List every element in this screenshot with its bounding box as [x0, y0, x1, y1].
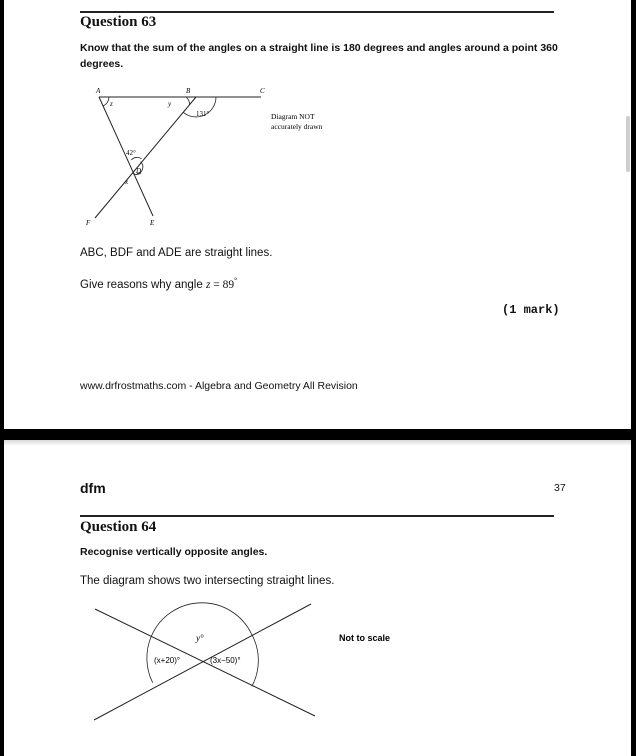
point-C-label: C	[260, 87, 265, 95]
angle-arc-y	[151, 603, 251, 637]
angle-arc-42	[131, 157, 141, 160]
angle-arc-right	[252, 634, 259, 686]
dfm-logo: dfm	[80, 480, 106, 496]
page-footer: www.drfrostmaths.com - Algebra and Geometry All Revision	[80, 380, 358, 392]
point-F-label: F	[86, 219, 91, 227]
point-E-label: E	[150, 219, 155, 227]
angle-left-label: (x+20)°	[154, 656, 181, 665]
page-break	[0, 429, 636, 440]
question-63-diagram	[80, 84, 340, 234]
line-1	[95, 609, 315, 716]
question-63-task: Give reasons why angle z = 89°	[80, 276, 238, 291]
diagram-note-line2: accurately drawn	[271, 122, 323, 131]
question-64-heading: Question 64	[80, 519, 157, 535]
page-break-shadow	[4, 440, 631, 446]
angle-131-label: 131°	[196, 110, 210, 118]
not-to-scale-note: Not to scale	[339, 633, 391, 643]
angle-arc-z	[103, 97, 109, 106]
line-2	[94, 604, 311, 720]
question-63-intro: Know that the sum of the angles on a straight line is 180 degrees and angles around a point 360 degrees.	[80, 42, 558, 70]
angle-42-label: 42°	[126, 149, 136, 157]
question-64-statement: The diagram shows two intersecting straight lines.	[80, 575, 335, 587]
angle-y-label: y	[168, 100, 172, 108]
question-64-intro: Recognise vertically opposite angles.	[80, 546, 268, 558]
question-63-heading: Question 63	[80, 14, 157, 30]
angle-arc-y	[186, 97, 190, 105]
diagram-note-line1: Diagram NOT	[271, 112, 315, 121]
point-A-label: A	[96, 87, 101, 95]
angle-arc-left	[147, 636, 153, 682]
question-64-diagram	[92, 600, 412, 725]
angle-z-label: z	[110, 100, 113, 108]
question-64-divider	[80, 515, 554, 517]
point-B-label: B	[186, 87, 191, 95]
page-frame-left	[0, 0, 4, 756]
point-D-label: D	[136, 167, 142, 175]
page-frame-right	[631, 0, 636, 756]
question-63-statement: ABC, BDF and ADE are straight lines.	[80, 247, 273, 259]
page-number: 37	[554, 482, 566, 494]
angle-right-label: (3x−50)°	[210, 656, 241, 665]
angle-x-label: x	[125, 178, 129, 186]
top-divider	[80, 11, 554, 13]
scrollbar-thumb[interactable]	[626, 116, 630, 172]
question-63-marks: (1 mark)	[502, 303, 560, 317]
angle-y-label: y°	[196, 633, 204, 643]
